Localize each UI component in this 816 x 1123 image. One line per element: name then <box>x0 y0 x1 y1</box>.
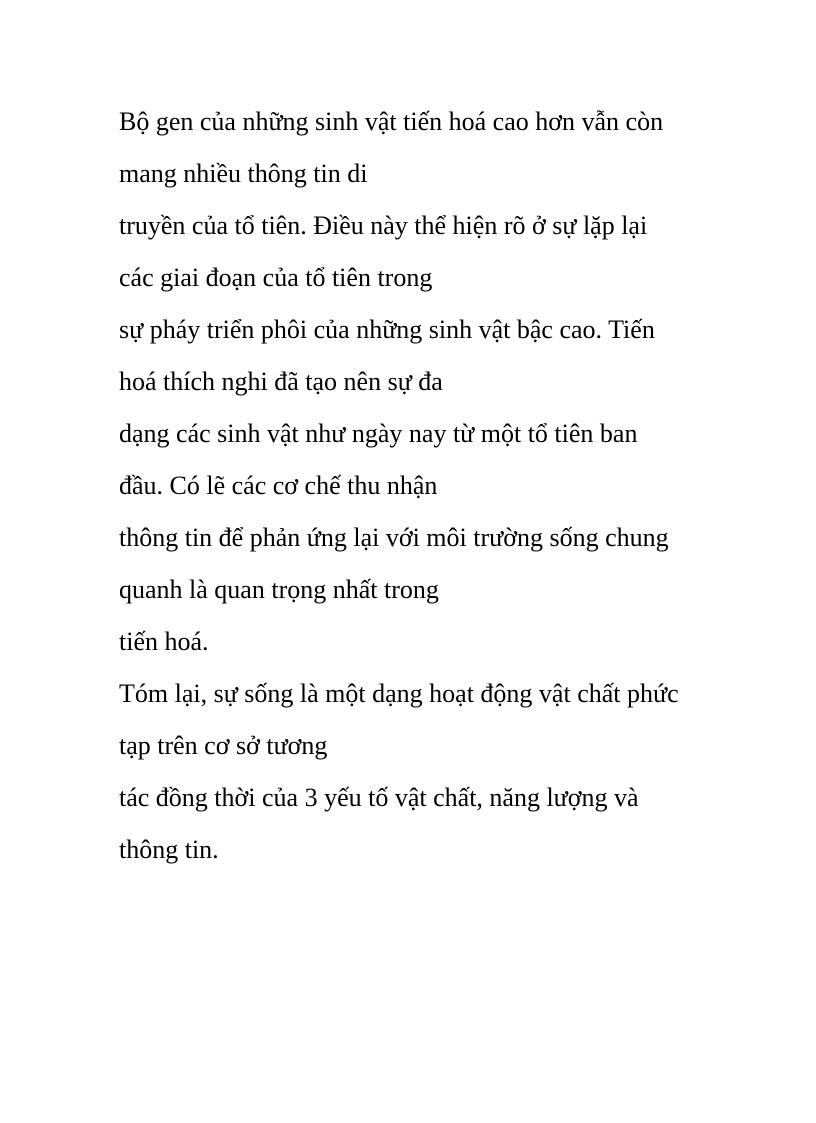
text-line: quanh là quan trọng nhất trong <box>119 575 439 604</box>
text-line: sự pháy triển phôi của những sinh vật bậc cao. Tiến <box>119 315 655 344</box>
body-text <box>119 96 759 876</box>
text-line: hoá thích nghi đã tạo nên sự đa <box>119 367 443 396</box>
text-line: Bộ gen của những sinh vật tiến hoá cao hơn vẫn còn <box>119 107 664 136</box>
text-line: Tóm lại, sự sống là một dạng hoạt động vật chất phức <box>119 679 679 708</box>
text-line: tác đồng thời của 3 yếu tố vật chất, năng lượng và <box>119 783 639 812</box>
text-line: mang nhiều thông tin di <box>119 159 368 188</box>
text-line: dạng các sinh vật như ngày nay từ một tổ tiên ban <box>119 419 638 448</box>
text-line: các giai đoạn của tổ tiên trong <box>119 263 433 292</box>
text-line: tạp trên cơ sở tương <box>119 731 328 760</box>
text-line: thông tin. <box>119 835 219 864</box>
text-line: đầu. Có lẽ các cơ chế thu nhận <box>119 471 438 500</box>
text-line: thông tin để phản ứng lại với môi trường sống chung <box>119 523 669 552</box>
text-line: tiến hoá. <box>119 627 209 656</box>
text-line: truyền của tổ tiên. Điều này thể hiện rõ ở sự lặp lại <box>119 211 648 240</box>
